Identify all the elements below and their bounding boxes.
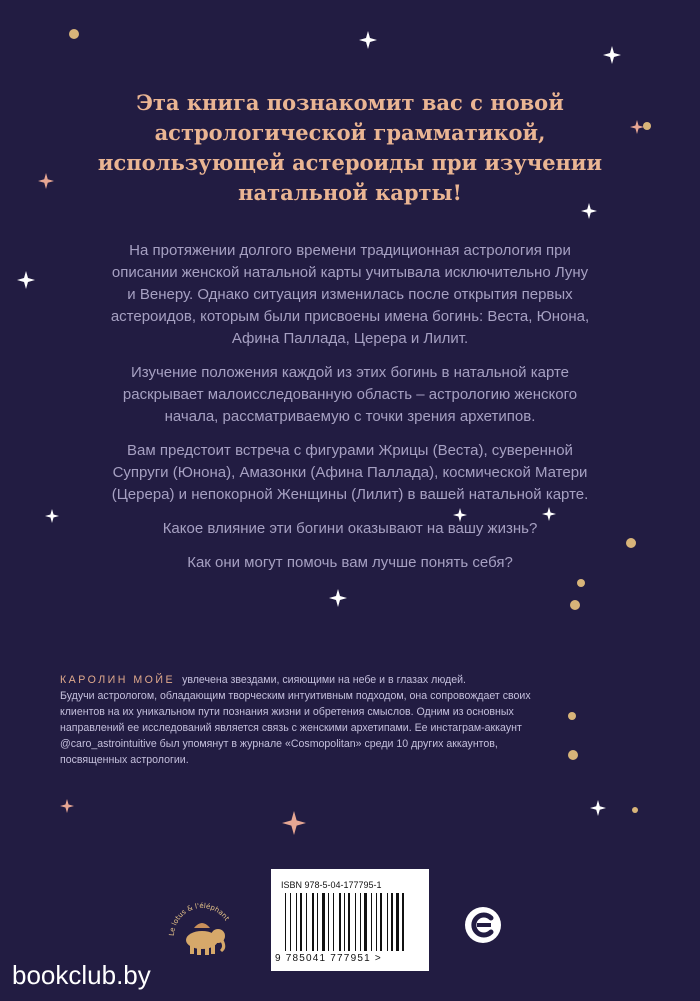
text-line: Какое влияние эти богини оказывают на вашу жизнь? (162, 520, 538, 537)
text-line: На протяжении долгого времени традиционная астрология при (129, 242, 571, 259)
barcode-bar (322, 893, 325, 951)
barcode-bar (333, 893, 334, 951)
sparkle-star-icon (329, 589, 347, 607)
description-paragraph (70, 362, 630, 428)
text-line: и Венеру. Однако ситуация изменилась после открытия первых (127, 286, 573, 303)
author-bio-line: Будучи астрологом, обладающим творческим интуитивным подходом, она сопровождает своих (60, 690, 531, 702)
barcode-bar (380, 893, 382, 951)
barcode-bar (348, 893, 350, 951)
description (70, 240, 630, 586)
sparkle-star-icon (282, 811, 306, 835)
star-dot (570, 600, 580, 610)
barcode-bar (296, 893, 297, 951)
author-bio (60, 672, 660, 768)
text-line: начала, рассматриваемую с точки зрения архетипов. (164, 408, 536, 425)
sparkle-star-icon (38, 173, 54, 189)
barcode-bar (391, 893, 393, 951)
text-line: описании женской натальной карты учитывала исключительно Луну (111, 264, 589, 281)
author-bio-line: направлений ее исследований является связь с женскими архетипами. Ее инстаграм-аккаунт (60, 722, 522, 734)
text-line: Изучение положения каждой из этих богинь в натальной карте (130, 364, 569, 381)
sparkle-star-icon (60, 799, 74, 813)
barcode-panel (271, 869, 429, 971)
barcode-bar (306, 893, 307, 951)
barcode-bar (312, 893, 314, 951)
watermark: bookclub.by (12, 960, 151, 990)
barcode-bar (396, 893, 399, 951)
description-paragraph (70, 240, 630, 350)
barcode-bar (371, 893, 372, 951)
barcode-bar (285, 893, 286, 951)
text-line: Супруги (Юнона), Амазонки (Афина Паллада), космической Матери (112, 464, 588, 481)
barcode-bar (376, 893, 377, 951)
lead-line: Эта книга познакомит вас с новой (136, 90, 564, 115)
barcode-bar (402, 893, 404, 951)
text-line: (Церера) и непокорной Женщины (Лилит) в вашей натальной карте. (111, 486, 589, 503)
barcode-bar (317, 893, 318, 951)
author-name: КАРОЛИН МОЙЕ (60, 674, 176, 686)
star-dot (643, 122, 651, 130)
barcode-bar (387, 893, 388, 951)
barcode-bar (290, 893, 291, 951)
question (70, 552, 630, 574)
barcode-bar (300, 893, 302, 951)
eksmo-logo-icon (464, 906, 502, 944)
sparkle-star-icon (45, 509, 59, 523)
lead-line: астрологической грамматикой, (154, 120, 546, 145)
text-line: Вам предстоит встреча с фигурами Жрицы (Веста), суверенной (127, 442, 573, 459)
sparkle-star-icon (359, 31, 377, 49)
author-bio-line: @caro_astrointuitive был упомянут в журнале «Cosmopolitan» среди 10 других аккаунтов, (60, 738, 498, 750)
text-line: раскрывает малоисследованную область – астрологию женского (122, 386, 578, 403)
barcode-number: 9 785041 777951 > (275, 953, 382, 964)
lead-blurb (60, 88, 640, 208)
text-line: астероидов, которым были присвоены имена богинь: Веста, Юнона, (110, 308, 590, 325)
sparkle-star-icon (603, 46, 621, 64)
question (70, 518, 630, 540)
author-bio-line: увлечена звездами, сияющими на небе и в глазах людей. (182, 674, 466, 686)
author-bio-line: клиентов на их уникальном пути познания жизни и обретения смыслов. Одним из основных (60, 706, 514, 718)
lead-line: использующей астероиды при изучении (97, 150, 603, 175)
sparkle-star-icon (590, 800, 606, 816)
text-line: Как они могут помочь вам лучше понять себя? (187, 554, 513, 571)
elephant-logo-icon (164, 892, 240, 966)
description-paragraph (70, 440, 630, 506)
barcode-bar (364, 893, 367, 951)
sparkle-star-icon (17, 271, 35, 289)
barcode-bar (328, 893, 329, 951)
star-dot (632, 807, 638, 813)
isbn-label: ISBN 978-5-04-177795-1 (281, 880, 382, 890)
lead-line: натальной карты! (238, 180, 462, 205)
barcode-bar (344, 893, 345, 951)
author-bio-line: посвященных астрологии. (60, 754, 189, 766)
barcode-bar (355, 893, 356, 951)
text-line: Афина Паллада, Церера и Лилит. (231, 330, 469, 347)
barcode-bar (339, 893, 341, 951)
barcode-bar (360, 893, 361, 951)
imprint-logo-text: Le lotus & l'éléphant (167, 901, 231, 937)
star-dot (69, 29, 79, 39)
